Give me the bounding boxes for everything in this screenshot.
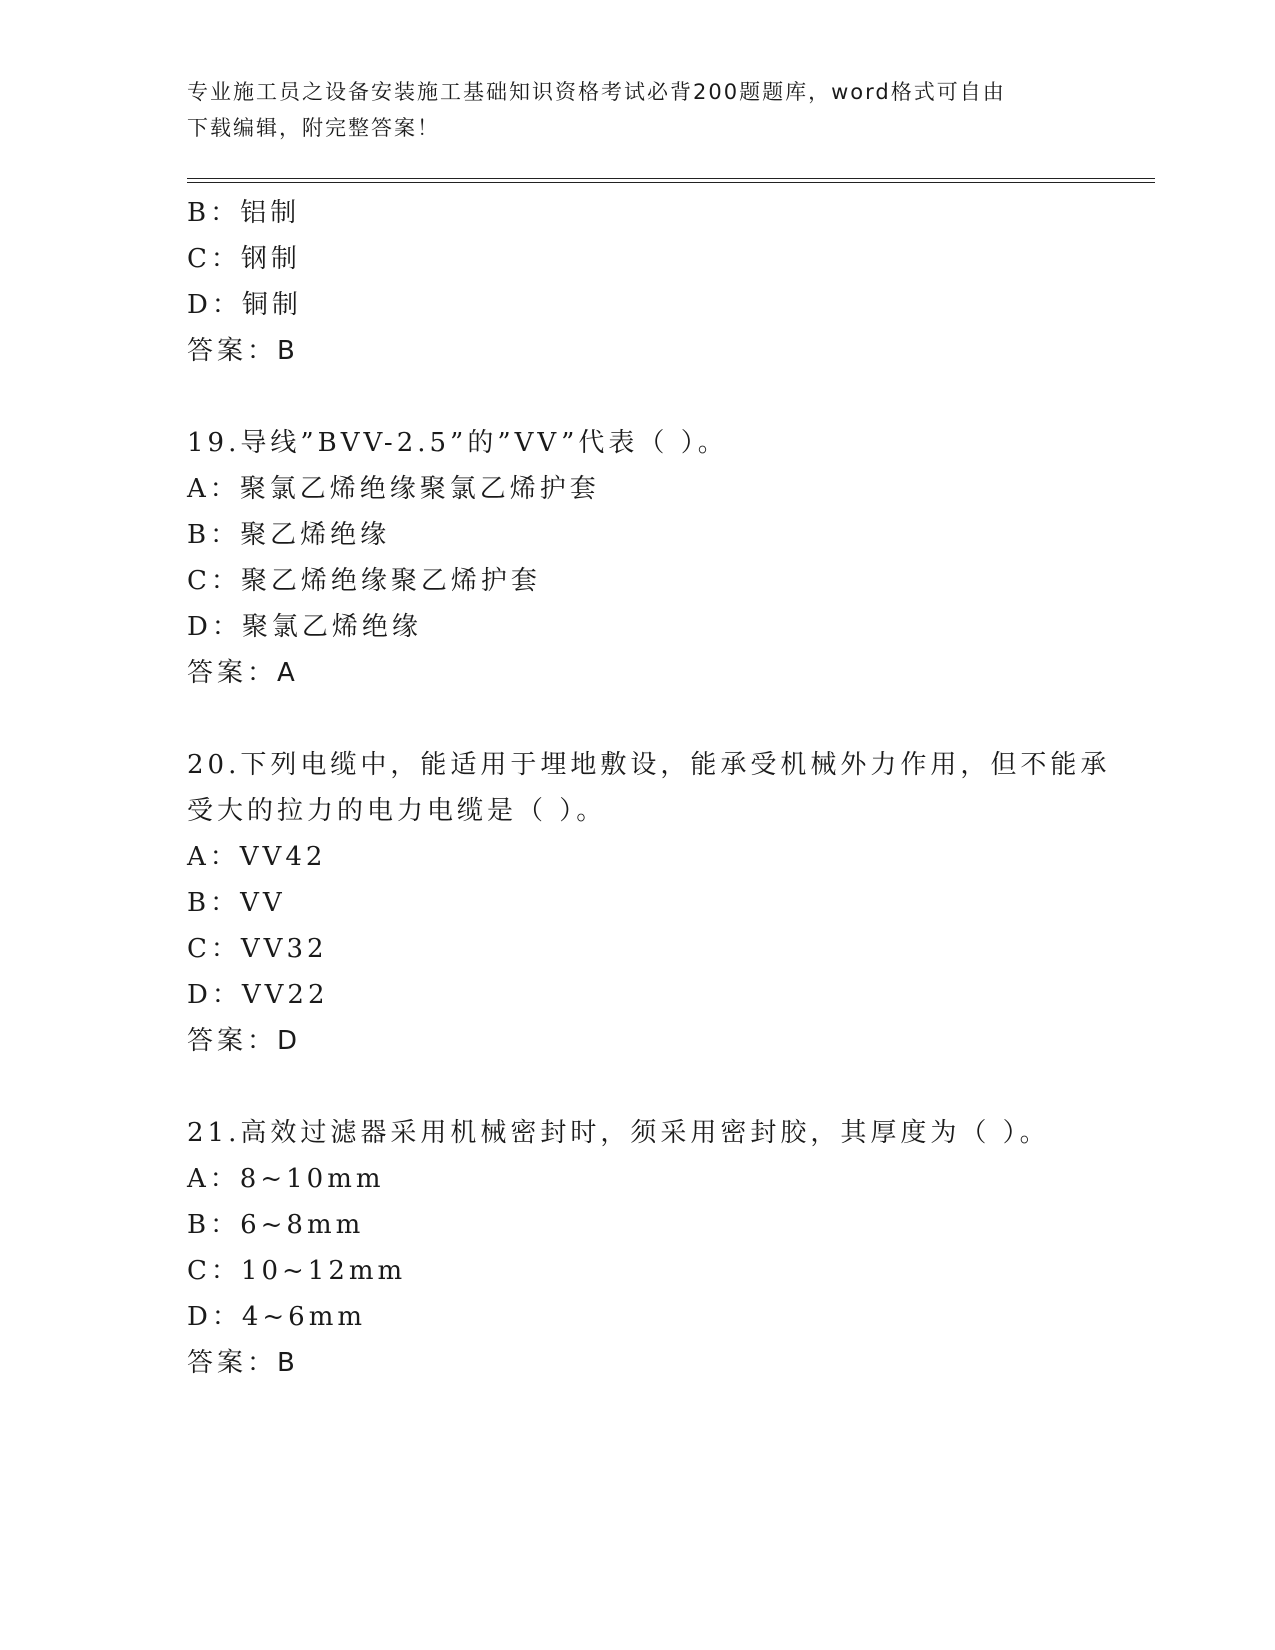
option-b: B：6~8mm: [187, 1210, 365, 1240]
option-b: B：聚乙烯绝缘: [187, 520, 391, 550]
option-d: D：聚氯乙烯绝缘: [187, 612, 422, 642]
document-header: [187, 74, 1087, 146]
question-21: [187, 1110, 1087, 1386]
option-d: D：VV22: [187, 980, 329, 1010]
option-b: B：铝制: [187, 198, 301, 228]
answer: 答案：B: [187, 1348, 299, 1378]
question-stem: 21.高效过滤器采用机械密封时，须采用密封胶，其厚度为（ ）。: [187, 1118, 1050, 1148]
question-20: [187, 742, 1111, 1064]
option-c: C：钢制: [187, 244, 301, 274]
question-19: [187, 420, 1087, 696]
option-d: D：4~6mm: [187, 1302, 367, 1332]
question-stem: 19.导线”BVV-2.5”的”VV”代表（ ）。: [187, 428, 728, 458]
header-line-1: 专业施工员之设备安装施工基础知识资格考试必背200题题库，word格式可自由: [187, 80, 1006, 104]
answer: 答案：B: [187, 336, 299, 366]
header-divider-top: [187, 178, 1155, 179]
option-c: C：聚乙烯绝缘聚乙烯护套: [187, 566, 541, 596]
option-a: A：聚氯乙烯绝缘聚氯乙烯护套: [187, 474, 600, 504]
question-18-continued: [187, 190, 1087, 374]
option-c: C：VV32: [187, 934, 328, 964]
header-divider-bottom: [187, 182, 1155, 183]
answer: 答案：D: [187, 1026, 302, 1056]
option-a: A：8~10mm: [187, 1164, 385, 1194]
answer: 答案：A: [187, 658, 299, 688]
question-stem-line-1: 20.下列电缆中，能适用于埋地敷设，能承受机械外力作用，但不能承: [187, 750, 1111, 780]
option-a: A：VV42: [187, 842, 327, 872]
document-body: [187, 190, 1111, 1386]
option-d: D：铜制: [187, 290, 302, 320]
question-stem-line-2: 受大的拉力的电力电缆是（ ）。: [187, 796, 607, 826]
header-line-2: 下载编辑，附完整答案！: [187, 116, 440, 140]
option-c: C：10~12mm: [187, 1256, 407, 1286]
option-b: B：VV: [187, 888, 286, 918]
